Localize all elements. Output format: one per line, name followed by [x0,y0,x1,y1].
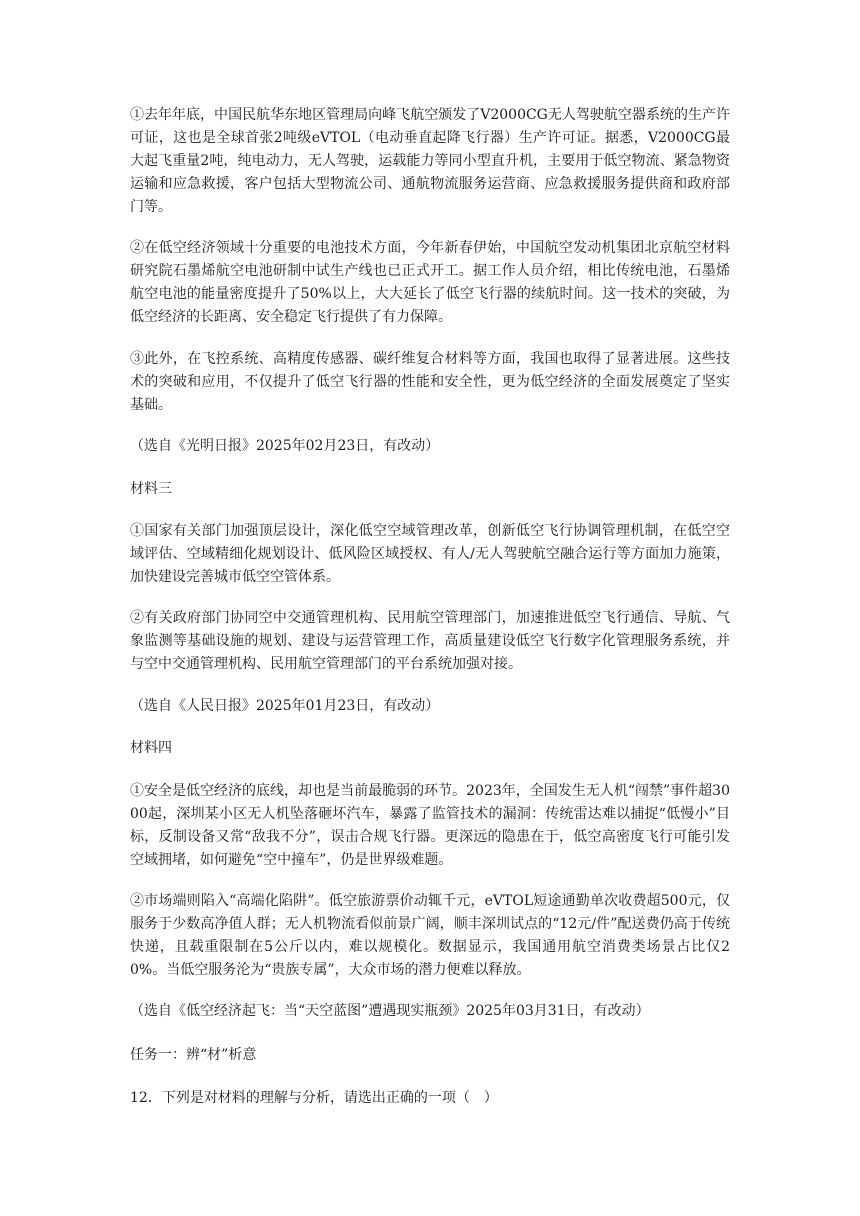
material2-paragraph-1: ①去年年底，中国民航华东地区管理局向峰飞航空颁发了V2000CG无人驾驶航空器系统的生产许可证，这也是全球首张2吨级eVTOL（电动垂直起降飞行器）生产许可证。据悉，V2000CG最大起飞重量2吨，纯电动力，无人驾驶，运载能力等同小型直升机，主要用于低空物流、紧急物资运输和应急救援，客户包括大型物流公司、通航物流服务运营商、应急救援服务提供商和政府部门等。 [130,107,730,215]
material4-heading: 材料四 [130,740,172,756]
material3-paragraph-1: ①国家有关部门加强顶层设计，深化低空空域管理改革，创新低空飞行协调管理机制，在低空空域评估、空域精细化规划设计、低风险区域授权、有人/无人驾驶航空融合运行等方面加力施策，加快建设完善城市低空空管体系。 [130,523,730,585]
material2-paragraph-3: ③此外，在飞控系统、高精度传感器、碳纤维复合材料等方面，我国也取得了显著进展。这些技术的突破和应用，不仅提升了低空飞行器的性能和安全性，更为低空经济的全面发展奠定了坚实基础。 [130,351,730,413]
material4-paragraph-2: ②市场端则陷入“高端化陷阱”。低空旅游票价动辄千元，eVTOL短途通勤单次收费超500元，仅服务于少数高净值人群；无人机物流看似前景广阔，顺丰深圳试点的“12元/件”配送费仍高于传统快递，且载重限制在5公斤以内，难以规模化。数据显示，我国通用航空消费类场景占比仅20%。当低空服务沦为“贵族专属”，大众市场的潜力便难以释放。 [130,893,730,978]
material4-paragraph-1: ①安全是低空经济的底线，却也是当前最脆弱的环节。2023年，全国发生无人机“闯禁”事件超3000起，深圳某小区无人机坠落砸坏汽车，暴露了监管技术的漏洞：传统雷达难以捕捉“低慢小”目标，反制设备又常“敌我不分”，误击合规飞行器。更深远的隐患在于，低空高密度飞行可能引发空域拥堵，如何避免“空中撞车”，仍是世界级难题。 [130,783,730,868]
material3-paragraph-2: ②有关政府部门协同空中交通管理机构、民用航空管理部门，加速推进低空飞行通信、导航、气象监测等基础设施的规划、建设与运营管理工作，高质量建设低空飞行数字化管理服务系统，并与空中交通管理机构、民用航空管理部门的平台系统加强对接。 [130,610,730,672]
material2-paragraph-2: ②在低空经济领域十分重要的电池技术方面，今年新春伊始，中国航空发动机集团北京航空材料研究院石墨烯航空电池研制中试生产线也已正式开工。据工作人员介绍，相比传统电池，石墨烯航空电池的能量密度提升了50%以上，大大延长了低空飞行器的续航时间。这一技术的突破，为低空经济的长距离、安全稳定飞行提供了有力保障。 [130,240,730,325]
material3-source: （选自《人民日报》2025年01月23日，有改动） [130,698,440,714]
task-heading: 任务一：辨“材”析意 [130,1047,257,1063]
material4-source: （选自《低空经济起飞：当“天空蓝图”遭遇现实瓶颈》2025年03月31日，有改动） [130,1003,650,1019]
material3-heading: 材料三 [130,481,172,497]
material2-source: （选自《光明日报》2025年02月23日，有改动） [130,438,440,454]
question-12: 12．下列是对材料的理解与分析，请选出正确的一项（ ） [130,1090,498,1106]
